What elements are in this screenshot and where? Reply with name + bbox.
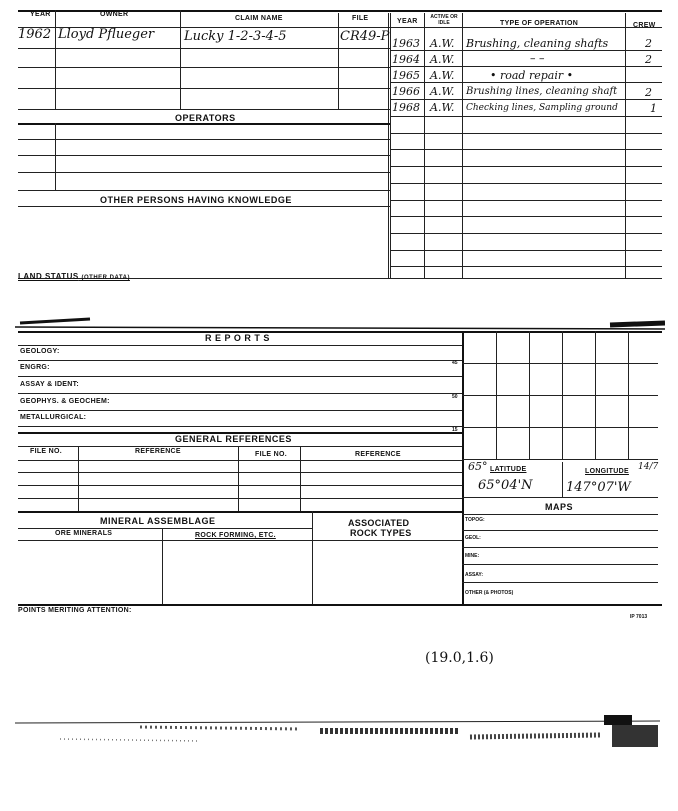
bottom-rule — [18, 604, 662, 606]
op-status: A.W. — [430, 69, 455, 82]
record-claim: Lucky 1-2-3-4-5 — [184, 29, 287, 44]
row-line — [18, 485, 462, 486]
ops-row-line — [390, 183, 662, 184]
row-line — [18, 139, 390, 140]
col-line — [562, 462, 563, 497]
row-line — [18, 67, 390, 68]
op-type: • road repair • — [490, 69, 574, 82]
report-assay: ASSAY & IDENT: — [20, 381, 80, 388]
row-line — [18, 376, 462, 377]
col-line — [180, 10, 181, 110]
general-references-title: GENERAL REFERENCES — [175, 434, 292, 444]
ops-row-line — [390, 250, 662, 251]
row-line — [462, 497, 658, 498]
row-line — [18, 498, 462, 499]
op-year: 1964 — [392, 53, 420, 66]
grid-row — [462, 363, 658, 364]
other-persons-title: OTHER PERSONS HAVING KNOWLEDGE — [100, 195, 292, 205]
report-geology: GEOLOGY: — [20, 348, 60, 355]
op-type: Brushing, cleaning shafts — [466, 37, 609, 50]
col-line — [300, 446, 301, 511]
op-status: A.W. — [430, 53, 455, 66]
row-line — [18, 393, 462, 394]
maps-title: MAPS — [545, 502, 574, 512]
rock-forming-label: ROCK FORMING, ETC. — [195, 532, 276, 539]
scan-noise — [0, 715, 678, 775]
ops-row-line — [390, 149, 662, 150]
record-file: CR49-P — [340, 29, 390, 44]
row-line — [18, 528, 312, 529]
op-type: Brushing lines, cleaning shaft — [466, 86, 618, 97]
record-year: 1962 — [18, 27, 52, 42]
col-line — [55, 123, 56, 190]
op-type: – – — [530, 52, 545, 65]
header-year: YEAR — [30, 11, 51, 18]
ops-row-line — [390, 200, 662, 201]
report-num-15: 15 — [452, 427, 458, 433]
op-status: A.W. — [430, 85, 455, 98]
row-line — [18, 410, 462, 411]
grid-row — [462, 427, 658, 428]
mineral-top — [18, 511, 462, 513]
ops-row-line — [390, 116, 662, 117]
latitude-prefix: 65° — [468, 460, 488, 473]
row-line — [18, 88, 390, 89]
col-line — [162, 528, 163, 604]
points-meriting-attention: POINTS MERITING ATTENTION: — [18, 607, 132, 614]
header-type: TYPE OF OPERATION — [500, 20, 579, 27]
header-owner: OWNER — [100, 11, 129, 18]
ops-row-line — [390, 50, 662, 51]
row-line — [18, 540, 462, 541]
longitude-label: LONGITUDE — [585, 468, 629, 475]
row-line — [18, 426, 462, 427]
col-line — [55, 10, 56, 110]
latitude-label: LATITUDE — [490, 466, 527, 473]
map-topog: TOPOG: — [465, 517, 485, 523]
op-status: A.W. — [430, 101, 455, 114]
ore-minerals-label: ORE MINERALS — [55, 530, 113, 537]
ops-row-line — [390, 216, 662, 217]
op-crew: 2 — [645, 37, 652, 50]
ref-reference2: REFERENCE — [355, 451, 401, 458]
op-type: Checking lines, Sampling ground — [466, 103, 618, 113]
report-num-45: 45 — [452, 360, 458, 366]
header-claim: CLAIM NAME — [235, 15, 283, 22]
row-line — [462, 547, 658, 548]
ops-row-line — [390, 233, 662, 234]
report-geophys: GEOPHYS. & GEOCHEM: — [20, 398, 110, 405]
latitude-value: 65°04'N — [478, 478, 533, 493]
row-line — [18, 172, 390, 173]
ops-row-line — [390, 82, 662, 83]
row-line — [462, 530, 658, 531]
report-engrg: ENGRG: — [20, 364, 50, 371]
row-line — [18, 360, 462, 361]
row-line — [18, 446, 462, 447]
col-line — [424, 13, 425, 278]
header-year2: YEAR — [397, 18, 418, 25]
associated-rock-title: ASSOCIATED — [348, 518, 410, 528]
grid-row — [462, 459, 658, 460]
longitude-suffix: 14/7 — [638, 462, 659, 472]
reports-title: R E P O R T S — [205, 333, 270, 343]
op-status: A.W. — [430, 37, 455, 50]
mineral-assemblage-title: MINERAL ASSEMBLAGE — [100, 516, 216, 526]
op-crew: 2 — [645, 53, 652, 66]
col-line — [625, 13, 626, 278]
col-line — [312, 511, 313, 604]
handwritten-note: (19.0,1.6) — [425, 650, 494, 666]
col-line — [388, 13, 389, 278]
ops-row-line — [390, 99, 662, 100]
row-line — [18, 460, 462, 461]
reports-top — [18, 331, 662, 333]
col-line — [238, 446, 239, 511]
ref-file-no: FILE NO. — [30, 448, 62, 455]
row-line — [18, 345, 462, 346]
op-crew: 1 — [650, 102, 657, 115]
map-geol: GEOL: — [465, 535, 481, 541]
row-line — [18, 109, 390, 110]
record-owner: Lloyd Pflueger — [58, 27, 155, 42]
map-assay: ASSAY: — [465, 572, 484, 578]
land-status-label: LAND STATUS — [18, 272, 79, 281]
row-line — [462, 564, 658, 565]
ref-file-no2: FILE NO. — [255, 451, 287, 458]
map-mine: MINE: — [465, 553, 480, 559]
row-line — [18, 155, 390, 156]
ref-reference: REFERENCE — [135, 448, 181, 455]
op-year: 1965 — [392, 69, 420, 82]
op-year: 1963 — [392, 37, 420, 50]
row-line — [18, 48, 390, 49]
row-line — [18, 206, 390, 207]
header-file: FILE — [352, 15, 369, 22]
op-year: 1968 — [392, 101, 420, 114]
ops-row-line — [390, 66, 662, 67]
ops-row-line — [390, 266, 662, 267]
associated-rock-title2: ROCK TYPES — [350, 528, 412, 538]
col-line — [462, 13, 463, 278]
form-number: IP 7013 — [630, 614, 648, 620]
operators-title: OPERATORS — [175, 113, 236, 123]
header-active: ACTIVE OR IDLE — [430, 14, 458, 26]
row-line — [462, 582, 658, 583]
op-crew: 2 — [645, 86, 652, 99]
row-line — [18, 472, 462, 473]
ops-row-line — [390, 133, 662, 134]
map-other: OTHER (& PHOTOS) — [465, 590, 514, 596]
grid-row — [462, 395, 658, 396]
row-line — [462, 514, 658, 515]
land-status-sub: (OTHER DATA) — [81, 275, 130, 281]
longitude-value: 147°07'W — [566, 480, 631, 495]
op-year: 1966 — [392, 85, 420, 98]
operators-top — [18, 123, 390, 125]
land-status-title — [18, 272, 130, 281]
row-line — [18, 190, 390, 191]
col-line — [78, 446, 79, 511]
report-num-50: 50 — [452, 394, 458, 400]
col-line — [390, 13, 391, 278]
header-crew: CREW — [633, 22, 656, 29]
report-metallurgical: METALLURGICAL: — [20, 414, 87, 421]
ops-row-line — [390, 166, 662, 167]
col-line — [338, 13, 339, 110]
